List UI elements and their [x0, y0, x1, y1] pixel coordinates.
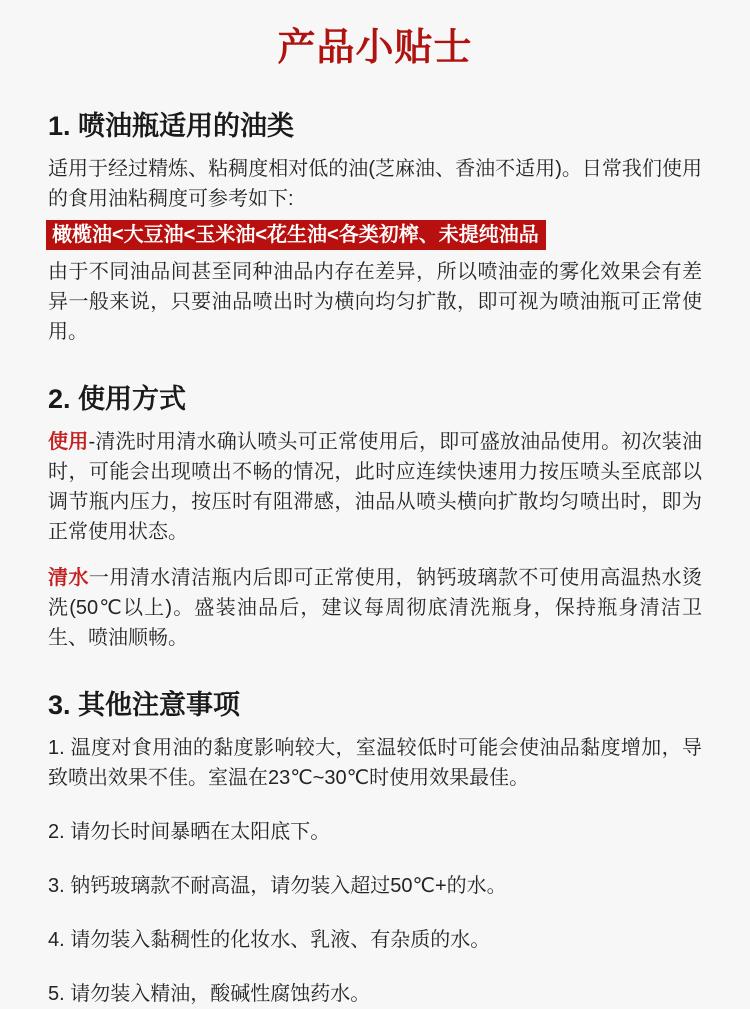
oil-viscosity-ranking-highlight: 橄榄油<大豆油<玉米油<花生油<各类初榨、未提纯油品 [46, 220, 546, 250]
usage-paragraph-text: -清洗时用清水确认喷头可正常使用后，即可盛放油品使用。初次装油时，可能会出现喷出不畅的情况，此时应连续快速用力按压喷头至底部以调节瓶内压力，按压时有阻滞感，油品从喷头横向扩散均匀喷出时，即为正常使用状态。 [48, 431, 702, 543]
rinse-lead-word: 清水 [48, 567, 89, 589]
viscosity-highlight-row [48, 220, 702, 250]
rinse-paragraph-text: 一用清水清洁瓶内后即可正常使用，钠钙玻璃款不可使用高温热水烫洗(50℃以上)。盛装油品后，建议每周彻底清洗瓶身，保持瓶身清洁卫生、喷油顺畅。 [48, 567, 703, 649]
rinse-paragraph [48, 563, 702, 653]
section3-heading: 3. 其他注意事项 [48, 690, 241, 720]
page-title: 产品小贴士 [277, 27, 473, 69]
section1-intro-text: 适用于经过精炼、粘稠度相对低的油(芝麻油、香油不适用)。日常我们使用的食用油粘稠度可参考如下: [48, 158, 702, 210]
usage-lead-word: 使用 [48, 431, 89, 453]
note-item-2: 2. 请勿长时间暴晒在太阳底下。 [48, 821, 331, 843]
section1-heading: 1. 喷油瓶适用的油类 [48, 111, 295, 141]
note-item-5: 5. 请勿装入精油，酸碱性腐蚀药水。 [48, 983, 371, 1005]
usage-paragraph [48, 427, 702, 547]
section-applicable-oils [48, 110, 702, 347]
section-usage [48, 383, 702, 653]
section-other-notes [48, 689, 702, 1009]
section2-heading: 2. 使用方式 [48, 384, 187, 414]
note-item-4: 4. 请勿装入黏稠性的化妆水、乳液、有杂质的水。 [48, 929, 491, 951]
section1-body-text: 由于不同油品间甚至同种油品内存在差异，所以喷油壶的雾化效果会有差异一般来说，只要油品喷出时为横向均匀扩散，即可视为喷油瓶可正常使用。 [48, 261, 702, 343]
note-item-1: 1. 温度对食用油的黏度影响较大，室温较低时可能会使油品黏度增加，导致喷出效果不佳。室温在23℃~30℃时使用效果最佳。 [48, 737, 702, 789]
note-item-3: 3. 钠钙玻璃款不耐高温，请勿装入超过50℃+的水。 [48, 875, 507, 897]
